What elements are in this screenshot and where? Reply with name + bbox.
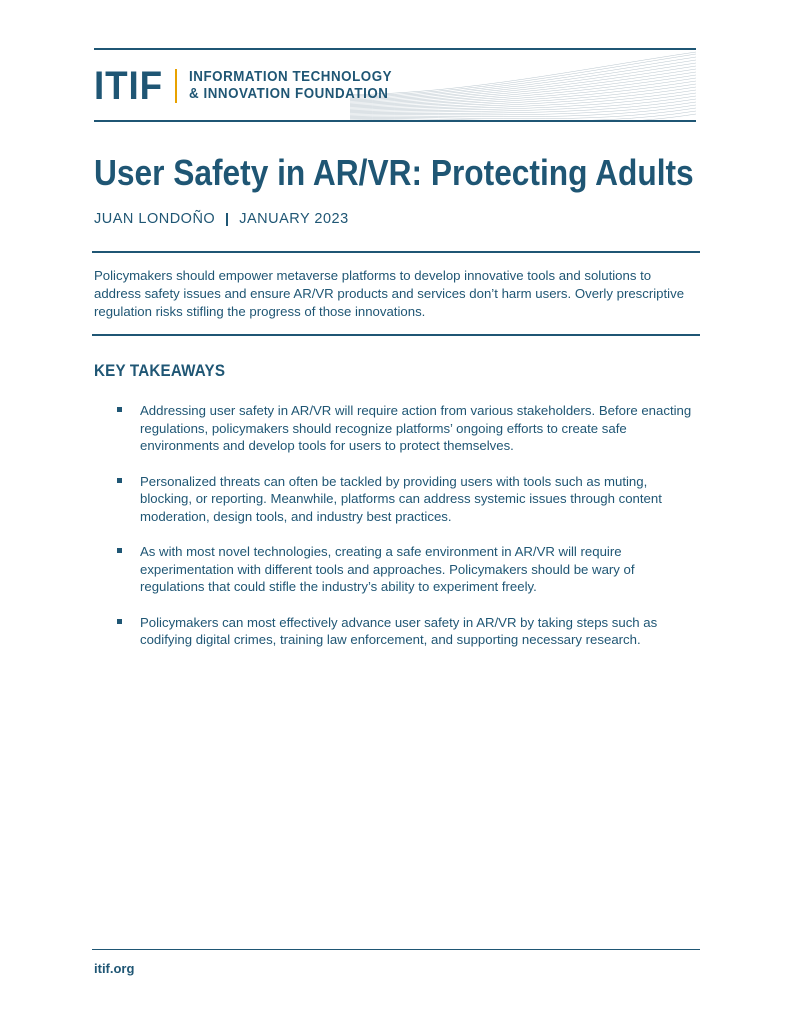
takeaway-text: As with most novel technologies, creating a safe environment in AR/VR will require experimentation with different tools and approaches. Policymakers should be wary of regulations that could stifle the industry’s ability to experiment freely. <box>140 544 635 594</box>
logo-mark: ITIF <box>94 64 164 108</box>
logo-org-name-line2: & INNOVATION FOUNDATION <box>189 86 389 102</box>
summary-text: Policymakers should empower metaverse platforms to develop innovative tools and solutions to address safety issues and ensure AR/VR products and services don’t harm users. Overly prescriptive regulation risks stifling the progress of those innovations. <box>94 268 685 319</box>
takeaway-text: Policymakers can most effectively advance user safety in AR/VR by taking steps such as codifying digital crimes, training law enforcement, and supporting necessary research. <box>140 614 658 647</box>
bullet-square-icon <box>117 619 122 624</box>
takeaway-item <box>116 402 700 455</box>
takeaway-item <box>116 473 700 526</box>
summary-top-rule <box>92 251 700 253</box>
footer-site-link[interactable]: itif.org <box>94 961 135 976</box>
takeaway-text: Addressing user safety in AR/VR will require action from various stakeholders. Before enacting regulations, policymakers should recognize platforms’ ongoing efforts to create safe environments and develop tools for users to protect themselves. <box>140 403 692 453</box>
footer-rule <box>92 949 700 950</box>
bullet-square-icon <box>117 548 122 553</box>
itif-logo[interactable] <box>94 66 410 106</box>
takeaway-text: Personalized threats can often be tackled by providing users with tools such as muting, blocking, or reporting. Meanwhile, platforms can address systemic issues through content moderation, design tools, and industry best practices. <box>140 473 662 524</box>
bullet-square-icon <box>117 478 122 483</box>
key-takeaways-list <box>116 402 700 667</box>
byline-separator <box>226 213 228 226</box>
key-takeaways-heading: KEY TAKEAWAYS <box>94 362 226 380</box>
summary-bottom-rule <box>92 334 700 336</box>
logo-org-name <box>189 69 392 103</box>
logo-divider <box>175 69 177 103</box>
logo-org-name-line1: INFORMATION TECHNOLOGY <box>189 69 393 85</box>
header-bottom-rule <box>94 120 696 122</box>
publication-date: JANUARY 2023 <box>239 211 349 227</box>
byline <box>94 210 349 228</box>
author-name: JUAN LONDOÑO <box>94 211 216 227</box>
page-title: User Safety in AR/VR: Protecting Adults <box>94 152 694 193</box>
takeaway-item <box>116 614 700 649</box>
takeaway-item <box>116 543 700 596</box>
bullet-square-icon <box>117 407 122 412</box>
